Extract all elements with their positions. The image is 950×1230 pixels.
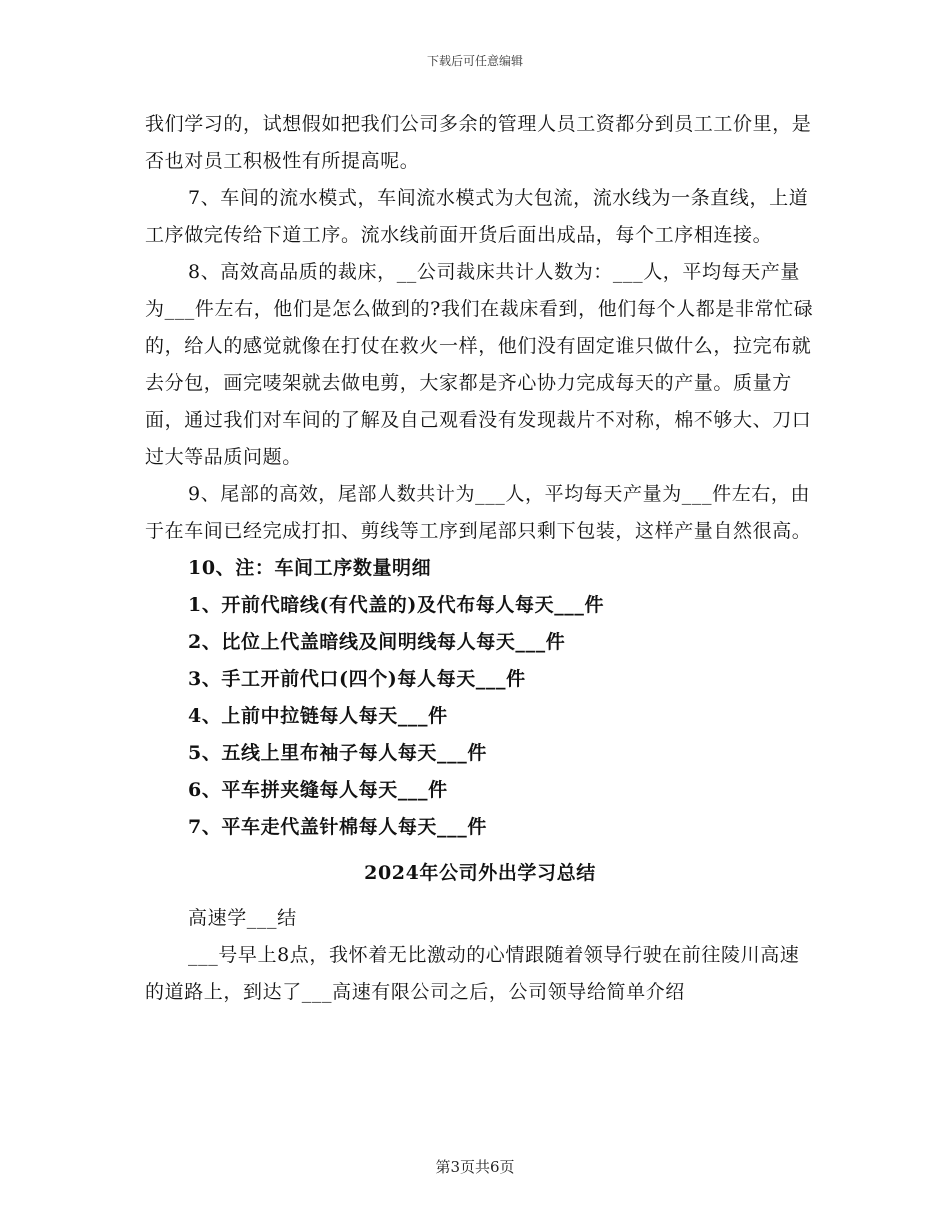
section-title: 2024年公司外出学习总结 (364, 862, 596, 884)
paragraph-9: 9、尾部的高效，尾部人数共计为___人，平均每天产量为___件左右，由于在车间已经完成打扣、剪线等工序到尾部只剩下包装，这样产量自然很高。 (145, 483, 812, 542)
process-item: 6、平车拼夹缝每人每天___件 (188, 779, 448, 801)
paragraph-8: 8、高效高品质的裁床，__公司裁床共计人数为：___人，平均每天产量为___件左右，他们是怎么做到的?我们在裁床看到，他们每个人都是非常忙碌的，给人的感觉就像在打仗在救火一样，他们没有固定谁只做什么，拉完布就去分包，画完唛架就去做电剪，大家都是齐心协力完成每天的产量。质量方面，通过我们对车间的了解及自己观看没有发现裁片不对称，棉不够大、刀口过大等品质问题。 (145, 261, 814, 468)
paragraph-10-heading: 10、注：车间工序数量明细 (188, 557, 432, 579)
process-item: 1、开前代暗线(有代盖的)及代布每人每天___件 (188, 594, 605, 616)
page-number: 第3页共6页 (435, 1158, 515, 1176)
subtitle-line: 高速学___结 (188, 907, 297, 929)
process-item: 2、比位上代盖暗线及间明线每人每天___件 (188, 631, 566, 653)
process-item: 5、五线上里布袖子每人每天___件 (188, 742, 487, 764)
document-body (145, 106, 815, 1011)
paragraph-1: 我们学习的，试想假如把我们公司多余的管理人员工资都分到员工工价里，是否也对员工积极性有所提高呢。 (145, 113, 812, 172)
process-item: 7、平车走代盖针棉每人每天___件 (188, 816, 487, 838)
process-item: 3、手工开前代口(四个)每人每天___件 (188, 668, 526, 690)
process-list (145, 587, 815, 846)
process-item: 4、上前中拉链每人每天___件 (188, 705, 448, 727)
page-header: 下载后可任意编辑 (426, 54, 523, 68)
paragraph-summary: ___号早上8点，我怀着无比激动的心情跟随着领导行驶在前往陵川高速的道路上，到达了___高速有限公司之后，公司领导给简单介绍 (145, 944, 800, 1003)
paragraph-7: 7、车间的流水模式，车间流水模式为大包流，流水线为一条直线，上道工序做完传给下道工序。流水线前面开货后面出成品，每个工序相连接。 (145, 187, 809, 246)
